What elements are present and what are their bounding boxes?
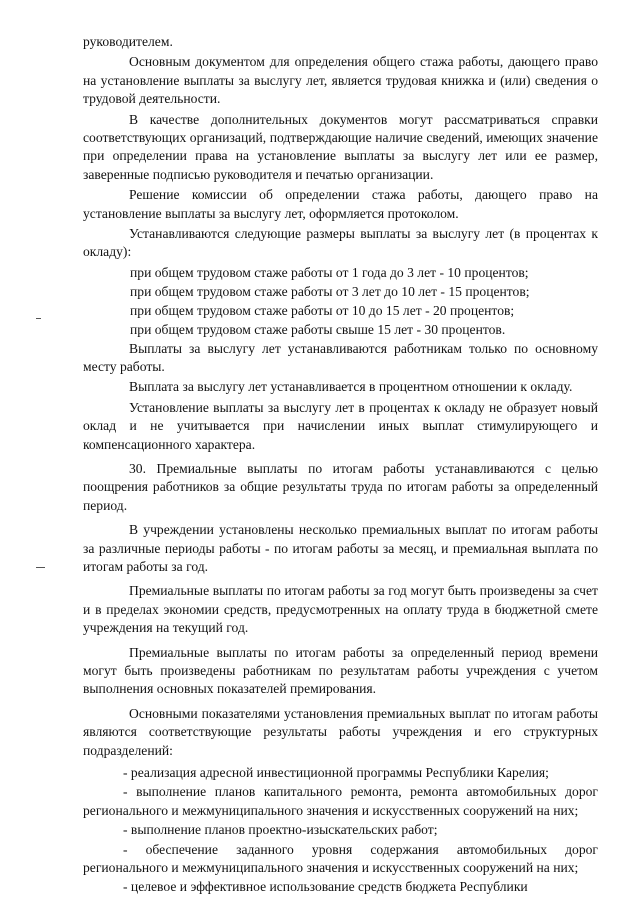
document-page xyxy=(83,33,598,898)
seniority-list xyxy=(83,264,598,339)
list-item: при общем трудовом стаже работы от 1 года до 3 лет - 10 процентов; xyxy=(130,264,529,280)
paragraph-additional-documents: В качестве дополнительных документов могут рассматриваться справки соответствующих организаций, подтверждающие наличие сведений, имеющих значение при определении права на установление выплаты за выслугу лет или ее размер, заверенные подписью руководителя и печатью организации. xyxy=(83,111,598,182)
paragraph-main-document: Основным документом для определения общего стажа работы, дающего право на установление выплаты за выслугу лет, является трудовая книжка и (или) сведения о трудовой деятельности. xyxy=(83,54,598,107)
list-item: при общем трудовом стаже работы от 10 до 15 лет - 20 процентов; xyxy=(130,302,515,318)
paragraph-period-bonus: Премиальные выплаты по итогам работы за определенный период времени могут быть произведены работникам по результатам работы учреждения с учетом выполнения основных показателей премирования. xyxy=(83,644,598,697)
indicators-list xyxy=(83,764,598,897)
paragraph-percent-of-salary: Выплата за выслугу лет устанавливается в процентном отношении к окладу. xyxy=(129,379,573,395)
paragraph-annual-bonus: Премиальные выплаты по итогам работы за год могут быть произведены за счет и в пределах экономии средств, предусмотренных на оплату труда в бюджетной смете учреждения на текущий год. xyxy=(83,583,598,636)
list-item: - выполнение планов капитального ремонта, ремонта автомобильных дорог регионального и межмуниципального значения и искусственных сооружений на них; xyxy=(83,784,598,818)
paragraph-continuation: руководителем. xyxy=(83,34,173,49)
paragraph-commission-decision: Решение комиссии об определении стажа работы, дающего право на установление выплаты за выслугу лет, оформляется протоколом. xyxy=(83,187,598,221)
list-item: - обеспечение заданного уровня содержания автомобильных дорог регионального и межмуниципального значения и искусственных сооружений на них; xyxy=(83,841,598,876)
paragraph-seniority-sizes: Устанавливаются следующие размеры выплаты за выслугу лет (в процентах к окладу): xyxy=(83,226,598,260)
list-item: - целевое и эффективное использование средств бюджета Республики xyxy=(123,879,528,895)
paragraph-bonus-indicators: Основными показателями установления премиальных выплат по итогам работы являются соответствующие результаты работы учреждения и его структурных подразделений: xyxy=(83,705,598,758)
list-item: при общем трудовом стаже работы от 3 лет до 10 лет - 15 процентов; xyxy=(130,283,530,299)
paragraph-bonus-types: В учреждении установлены несколько премиальных выплат по итогам работы за различные периоды работы - по итогам работы за месяц, и премиальная выплата по итогам работы за год. xyxy=(83,522,598,574)
paragraph-not-new-salary: Установление выплаты за выслугу лет в процентах к окладу не образует новый оклад и не учитывается при начислении иных выплат стимулирующего и компенсационного характера. xyxy=(83,399,598,452)
margin-mark-upper xyxy=(36,318,41,319)
paragraph-item-30: 30. Премиальные выплаты по итогам работы устанавливаются с целью поощрения работников за общие результаты труда по итогам работы за определенный период. xyxy=(83,460,598,513)
margin-mark-lower xyxy=(36,567,45,568)
list-item: - выполнение планов проектно-изыскательских работ; xyxy=(123,822,438,838)
list-item: - реализация адресной инвестиционной программы Республики Карелия; xyxy=(123,765,549,781)
list-item: при общем трудовом стаже работы свыше 15 лет - 30 процентов. xyxy=(130,321,506,337)
paragraph-main-workplace: Выплаты за выслугу лет устанавливаются работникам только по основному месту работы. xyxy=(83,340,598,374)
